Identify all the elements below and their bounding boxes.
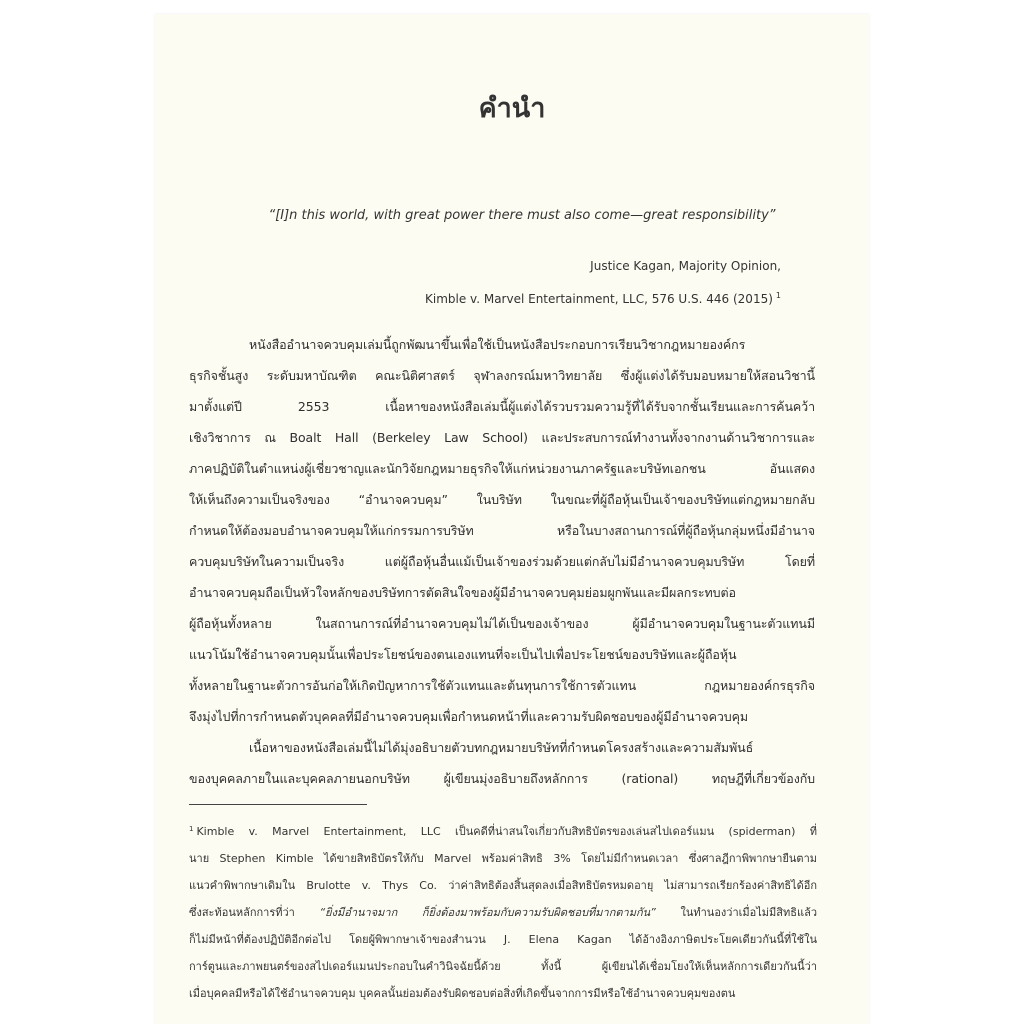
paragraph-line: ผู้ถือหุ้นทั้งหลาย ในสถานการณ์ที่อำนาจควบคุมไม่ได้เป็นของเจ้าของ ผู้มีอำนาจควบคุมในฐานะตัวแทนมี <box>189 616 815 631</box>
attribution-line-2: Kimble v. Marvel Entertainment, LLC, 576 U.S. 446 (2015) <box>425 292 773 306</box>
footnote-line: $^1$ Kimble v. Marvel Entertainment, LLC เป็นคดีที่น่าสนใจเกี่ยวกับสิทธิบัตรของเล่นสไปเดอร์แมน (spiderman) ที่ <box>189 825 817 838</box>
paragraph-line: แนวโน้มใช้อำนาจควบคุมนั้นเพื่อประโยชน์ของตนเองแทนที่จะเป็นไปเพื่อประโยชน์ของบริษัทและผู้ถือหุ้น <box>189 647 737 662</box>
footnote-reference[interactable]: 1 <box>775 291 781 300</box>
paragraph-line: อำนาจควบคุมถือเป็นหัวใจหลักของบริษัทการตัดสินใจของผู้มีอำนาจควบคุมย่อมผูกพันและมีผลกระทบต่อ <box>189 585 736 600</box>
paragraph-line: จึงมุ่งไปที่การกำหนดตัวบุคคลที่มีอำนาจควบคุมเพื่อกำหนดหน้าที่และความรับผิดชอบของผู้มีอำนาจควบคุม <box>189 709 748 724</box>
epigraph-attribution-author <box>590 259 781 273</box>
attribution-line-1: Justice Kagan, Majority Opinion, <box>590 259 781 273</box>
paragraph-line: ธุรกิจชั้นสูง ระดับมหาบัณฑิต คณะนิติศาสตร์ จุฬาลงกรณ์มหาวิทยาลัย ซึ่งผู้แต่งได้รับมอบหมายให้สอนวิชานี้ <box>189 368 815 383</box>
page-title: คำนำ <box>478 93 546 124</box>
paragraph-line: ภาคปฏิบัติในตำแหน่งผู้เชี่ยวชาญและนักวิจัยกฎหมายธุรกิจให้แก่หน่วยงานภาครัฐและบริษัทเอกชน อันแสดง <box>189 461 815 476</box>
paragraph-line: ควบคุมบริษัทในความเป็นจริง แต่ผู้ถือหุ้นอื่นแม้เป็นเจ้าของร่วมด้วยแต่กลับไม่มีอำนาจควบคุมบริษัท โดยที่ <box>189 554 815 569</box>
paragraph-line: เนื้อหาของหนังสือเล่มนี้ไม่ได้มุ่งอธิบายตัวบทกฎหมายบริษัทที่กำหนดโครงสร้างและความสัมพันธ์ <box>249 740 754 755</box>
footnote-line: แนวคำพิพากษาเดิมใน Brulotte v. Thys Co. ว่าค่าสิทธิต้องสิ้นสุดลงเมื่อสิทธิบัตรหมดอายุ ไม่สามารถเรียกร้องค่าสิทธิได้อีก <box>189 879 817 892</box>
paragraph-line: เชิงวิชาการ ณ Boalt Hall (Berkeley Law School) และประสบการณ์ทำงานทั้งจากงานด้านวิชาการและ <box>189 430 815 445</box>
paragraph-line: ทั้งหลายในฐานะตัวการอันก่อให้เกิดปัญหาการใช้ตัวแทนและต้นทุนการใช้การตัวแทน กฎหมายองค์กรธุรกิจ <box>189 678 815 693</box>
footnote-line: ซึ่งสะท้อนหลักการที่ว่า “ยิ่งมีอำนาจมาก ก็ยิ่งต้องมาพร้อมกับความรับผิดชอบที่มากตามกัน” ในทำนองว่าเมื่อไม่มีสิทธิแล้ว <box>189 906 817 919</box>
paragraph-line: หนังสืออำนาจควบคุมเล่มนี้ถูกพัฒนาขึ้นเพื่อใช้เป็นหนังสือประกอบการเรียนวิชากฎหมายองค์กร <box>249 337 746 352</box>
epigraph-quote: “[I]n this world, with great power there must also come—great responsibility” <box>268 208 776 223</box>
footnote-line: ก็ไม่มีหน้าที่ต้องปฏิบัติอีกต่อไป โดยผู้พิพากษาเจ้าของสำนวน J. Elena Kagan ได้อ้างอิงภาษิตประโยคเดียวกันนี้ที่ใช้ใน <box>189 933 817 946</box>
paragraph-line: กำหนดให้ต้องมอบอำนาจควบคุมให้แก่กรรมการบริษัท หรือในบางสถานการณ์ที่ผู้ถือหุ้นกลุ่มหนึ่งมีอำนาจ <box>189 523 815 538</box>
paragraph-line: ให้เห็นถึงความเป็นจริงของ “อำนาจควบคุม” ในบริษัท ในขณะที่ผู้ถือหุ้นเป็นเจ้าของบริษัทแต่กฎหมายกลับ <box>189 492 815 507</box>
document-page <box>155 14 869 1024</box>
footnote-line: นาย Stephen Kimble ได้ขายสิทธิบัตรให้กับ Marvel พร้อมค่าสิทธิ 3% โดยไม่มีกำหนดเวลา ซึ่งศาลฎีกาพิพากษายืนตาม <box>189 852 817 865</box>
footnote-line: เมื่อบุคคลมีหรือได้ใช้อำนาจควบคุม บุคคลนั้นย่อมต้องรับผิดชอบต่อสิ่งที่เกิดขึ้นจากการมีหรือใช้อำนาจควบคุมของตน <box>189 987 736 1000</box>
epigraph-attribution-case <box>425 291 781 306</box>
footnote-divider <box>189 804 367 805</box>
footnote-number: 1 <box>189 825 194 833</box>
footnote-line: การ์ตูนและภาพยนตร์ของสไปเดอร์แมนประกอบในคำวินิจฉัยนี้ด้วย ทั้งนี้ ผู้เขียนได้เชื่อมโยงให้เห็นหลักการเดียวกันนี้ว่า <box>189 960 817 973</box>
paragraph-line: มาตั้งแต่ปี 2553 เนื้อหาของหนังสือเล่มนี้ผู้แต่งได้รวบรวมความรู้ที่ได้รับจากชั้นเรียนและการค้นคว้า <box>189 399 815 414</box>
footnote-italic-quote: “ยิ่งมีอำนาจมาก ก็ยิ่งต้องมาพร้อมกับความรับผิดชอบที่มากตามกัน” <box>319 906 656 919</box>
paragraph-line: ของบุคคลภายในและบุคคลภายนอกบริษัท ผู้เขียนมุ่งอธิบายถึงหลักการ (rational) ทฤษฎีที่เกี่ยวข้องกับ <box>189 771 815 786</box>
